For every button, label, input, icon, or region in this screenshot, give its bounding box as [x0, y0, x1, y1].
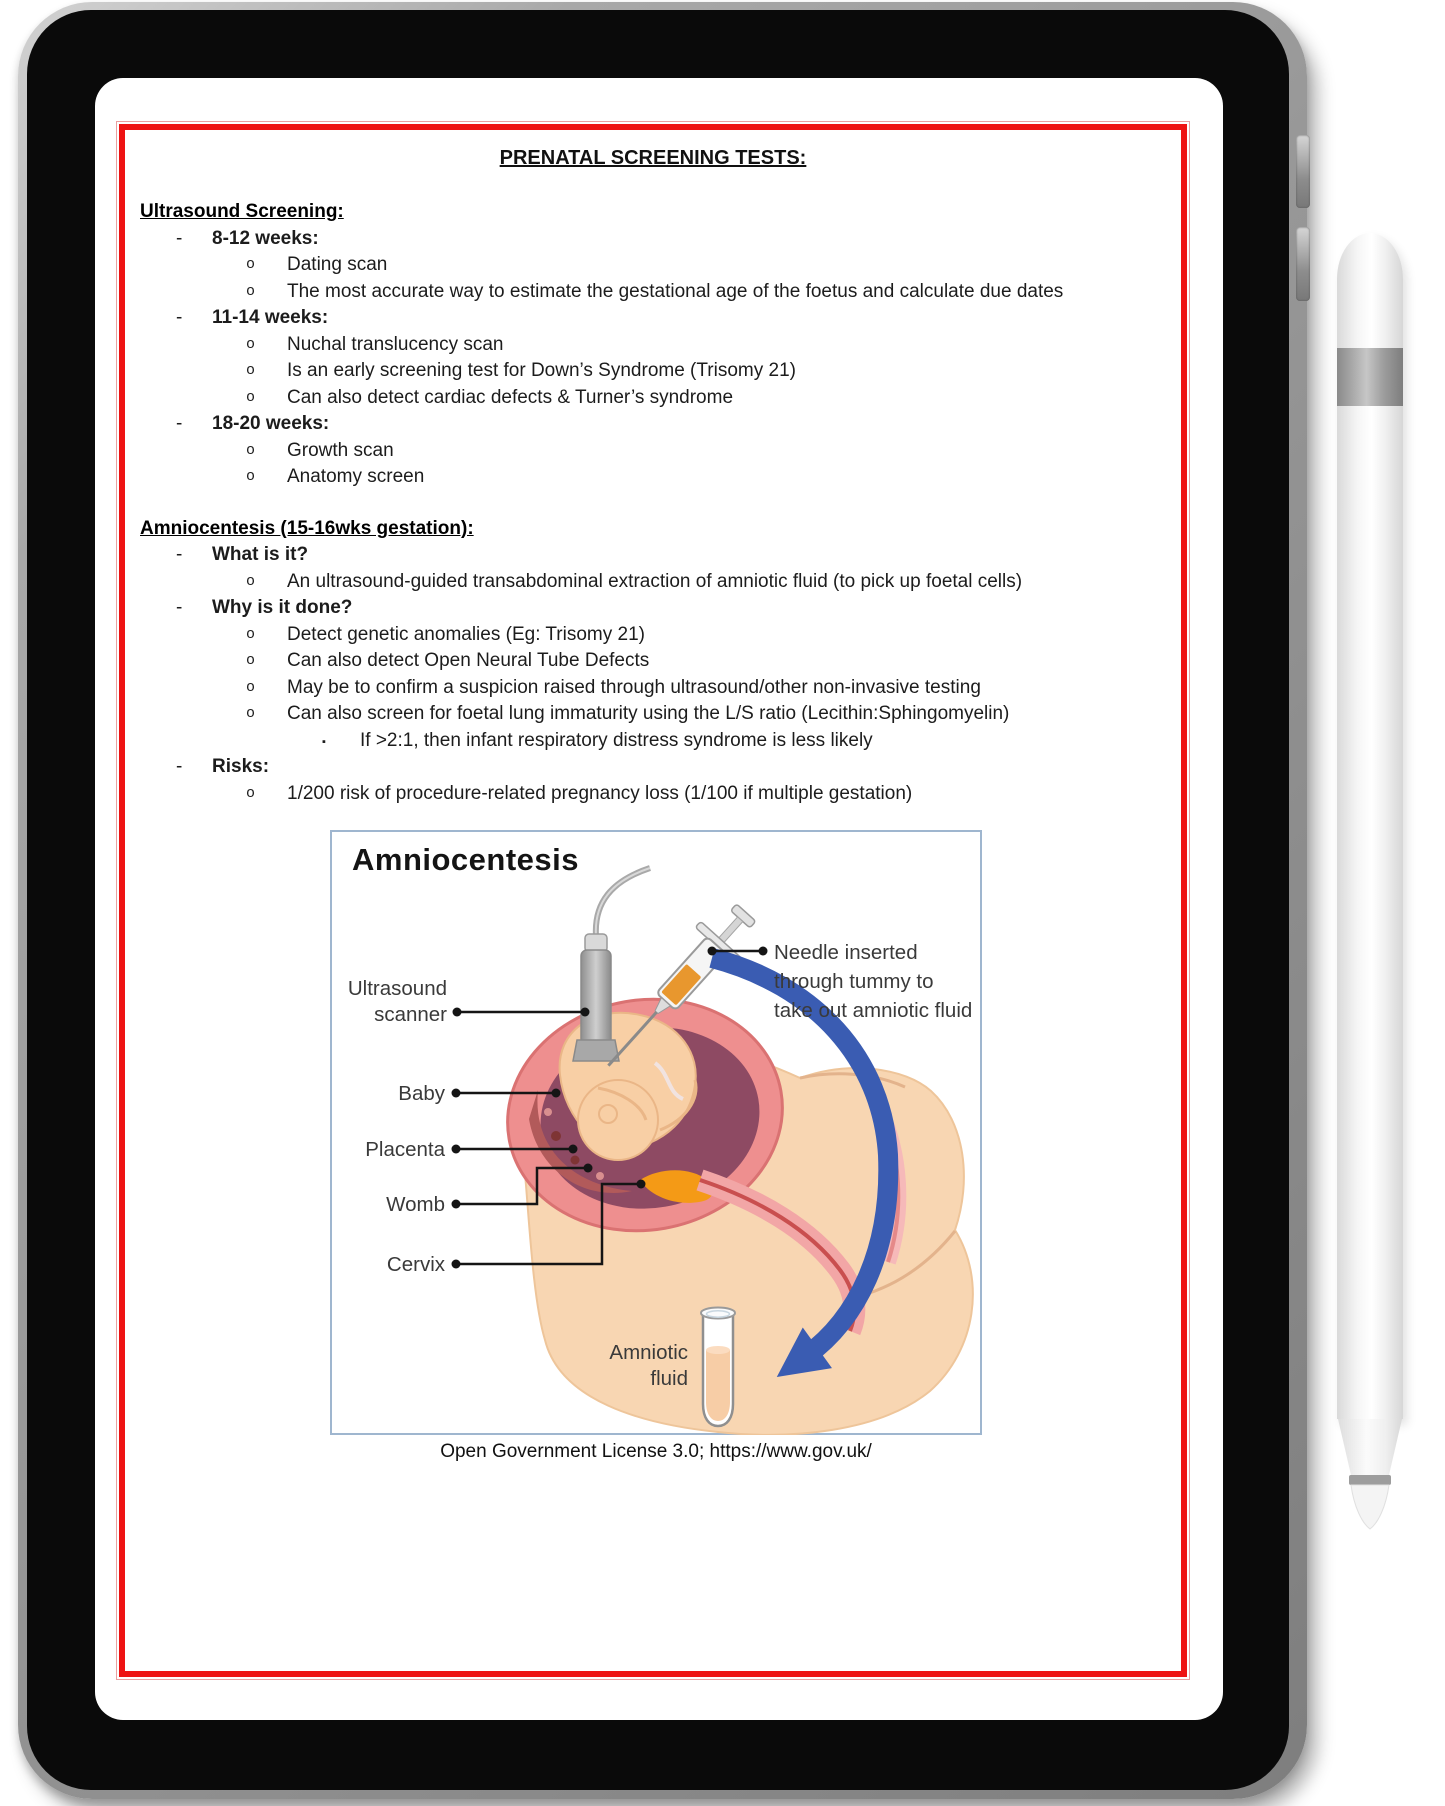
note-text: Anatomy screen: [287, 466, 425, 487]
bullet-circle-icon: o: [246, 625, 256, 643]
note-line: [140, 622, 1170, 649]
note-text: An ultrasound-guided transabdominal extraction of amniotic fluid (to pick up foetal cells): [287, 570, 1023, 592]
page-title: PRENATAL SCREENING TESTS:: [499, 147, 807, 169]
bullet-dash-icon: -: [176, 307, 183, 328]
note-text: Risks:: [212, 756, 270, 777]
note-line: [140, 279, 1170, 306]
note-text: 8-12 weeks:: [212, 227, 319, 249]
note-text: Nuchal translucency scan: [287, 333, 504, 355]
notes: [140, 199, 1170, 807]
note-text: Growth scan: [287, 439, 394, 461]
bullet-circle-icon: o: [246, 362, 256, 379]
label-womb: Womb: [386, 1193, 445, 1216]
note-text: Can also screen for foetal lung immaturity using the L/S ratio (Lecithin:Sphingomyelin): [287, 703, 1010, 724]
note-line: [140, 332, 1170, 359]
bullet-circle-icon: o: [246, 335, 256, 353]
label-placenta: Placenta: [365, 1138, 445, 1161]
note-text: If >2:1, then infant respiratory distress syndrome is less likely: [360, 729, 873, 751]
note-line: [140, 226, 1170, 253]
note-line: [140, 754, 1170, 781]
bullet-circle-icon: o: [246, 256, 256, 273]
bullet-circle-icon: o: [246, 468, 256, 485]
note-line: [140, 411, 1170, 438]
label-needle-line3: take out amniotic fluid: [774, 999, 973, 1022]
note-text: Can also detect Open Neural Tube Defects: [287, 650, 650, 671]
tube-fluid: [706, 1350, 730, 1421]
stylus-nib: [1351, 1485, 1389, 1529]
note-text: Can also detect cardiac defects & Turner’s syndrome: [287, 386, 734, 408]
diagram-title: Amniocentesis: [352, 842, 580, 877]
note-text: Why is it done?: [212, 597, 353, 618]
note-line: [140, 358, 1170, 385]
notes-section: [140, 199, 1170, 491]
bullet-dash-icon: -: [176, 544, 183, 565]
note-line: [140, 569, 1170, 596]
section-heading: Ultrasound Screening:: [140, 201, 344, 222]
note-text: Detect genetic anomalies (Eg: Trisomy 21): [287, 623, 645, 645]
note-text: 18-20 weeks:: [212, 413, 330, 434]
label-needle-line1: Needle inserted: [774, 941, 918, 964]
note-line: [140, 438, 1170, 465]
note-text: 1/200 risk of procedure-related pregnancy loss (1/100 if multiple gestation): [287, 782, 913, 804]
note-line: [140, 464, 1170, 491]
note-line: [140, 252, 1170, 279]
bullet-circle-icon: o: [246, 388, 256, 406]
bullet-circle-icon: o: [246, 282, 256, 300]
volume-down-button: [1296, 227, 1310, 301]
bullet-circle-icon: o: [246, 678, 256, 696]
note-line: [140, 781, 1170, 808]
bullet-circle-icon: o: [246, 705, 256, 722]
note-text: May be to confirm a suspicion raised through ultrasound/other non-invasive testing: [287, 676, 981, 698]
bullet-dash-icon: -: [176, 597, 183, 618]
note-text: Dating scan: [287, 254, 388, 275]
bullet-circle-icon: o: [246, 572, 256, 590]
note-text: Is an early screening test for Down’s Syndrome (Trisomy 21): [287, 360, 796, 381]
label-needle-line2: through tummy to: [774, 970, 934, 993]
note-text: The most accurate way to estimate the gestational age of the foetus and calculate due dates: [287, 280, 1064, 302]
section-heading: Amniocentesis (15-16wks gestation):: [140, 517, 474, 539]
label-cervix: Cervix: [386, 1253, 445, 1276]
label-baby: Baby: [398, 1082, 445, 1105]
bullet-dash-icon: -: [176, 756, 183, 777]
label-amniotic-line1: Amniotic: [609, 1341, 688, 1364]
amniocentesis-illustration: [330, 830, 982, 1435]
notes-section: [140, 516, 1170, 808]
test-tube: [701, 1308, 735, 1427]
note-text: 11-14 weeks:: [212, 307, 329, 328]
stylus-taper: [1338, 1419, 1402, 1475]
note-line: [140, 648, 1170, 675]
note-line: [140, 385, 1170, 412]
stylus-body: [1337, 233, 1403, 1419]
note-line: [140, 701, 1170, 728]
note-line: [140, 595, 1170, 622]
diagram-caption: Open Government License 3.0; https://www.gov.uk/: [440, 1441, 872, 1462]
stylus-tip: [1337, 1419, 1403, 1544]
label-ultrasound-line1: Ultrasound: [347, 977, 447, 1000]
label-amniotic-line2: fluid: [650, 1367, 688, 1390]
label-ultrasound-line2: scanner: [374, 1003, 447, 1026]
bullet-circle-icon: o: [246, 441, 256, 459]
note-text: What is it?: [212, 544, 309, 565]
bullet-circle-icon: o: [246, 784, 256, 802]
bullet-dash-icon: -: [176, 227, 183, 249]
note-line: [140, 675, 1170, 702]
note-line: [140, 542, 1170, 569]
stylus-metal-band: [1337, 348, 1403, 406]
bullet-square-icon: ▪: [322, 735, 326, 748]
stylus-ferrule-ring: [1349, 1475, 1391, 1485]
note-line: [140, 728, 1170, 755]
bullet-dash-icon: -: [176, 413, 183, 434]
bullet-circle-icon: o: [246, 652, 256, 669]
volume-up-button: [1296, 135, 1310, 208]
note-line: [140, 305, 1170, 332]
